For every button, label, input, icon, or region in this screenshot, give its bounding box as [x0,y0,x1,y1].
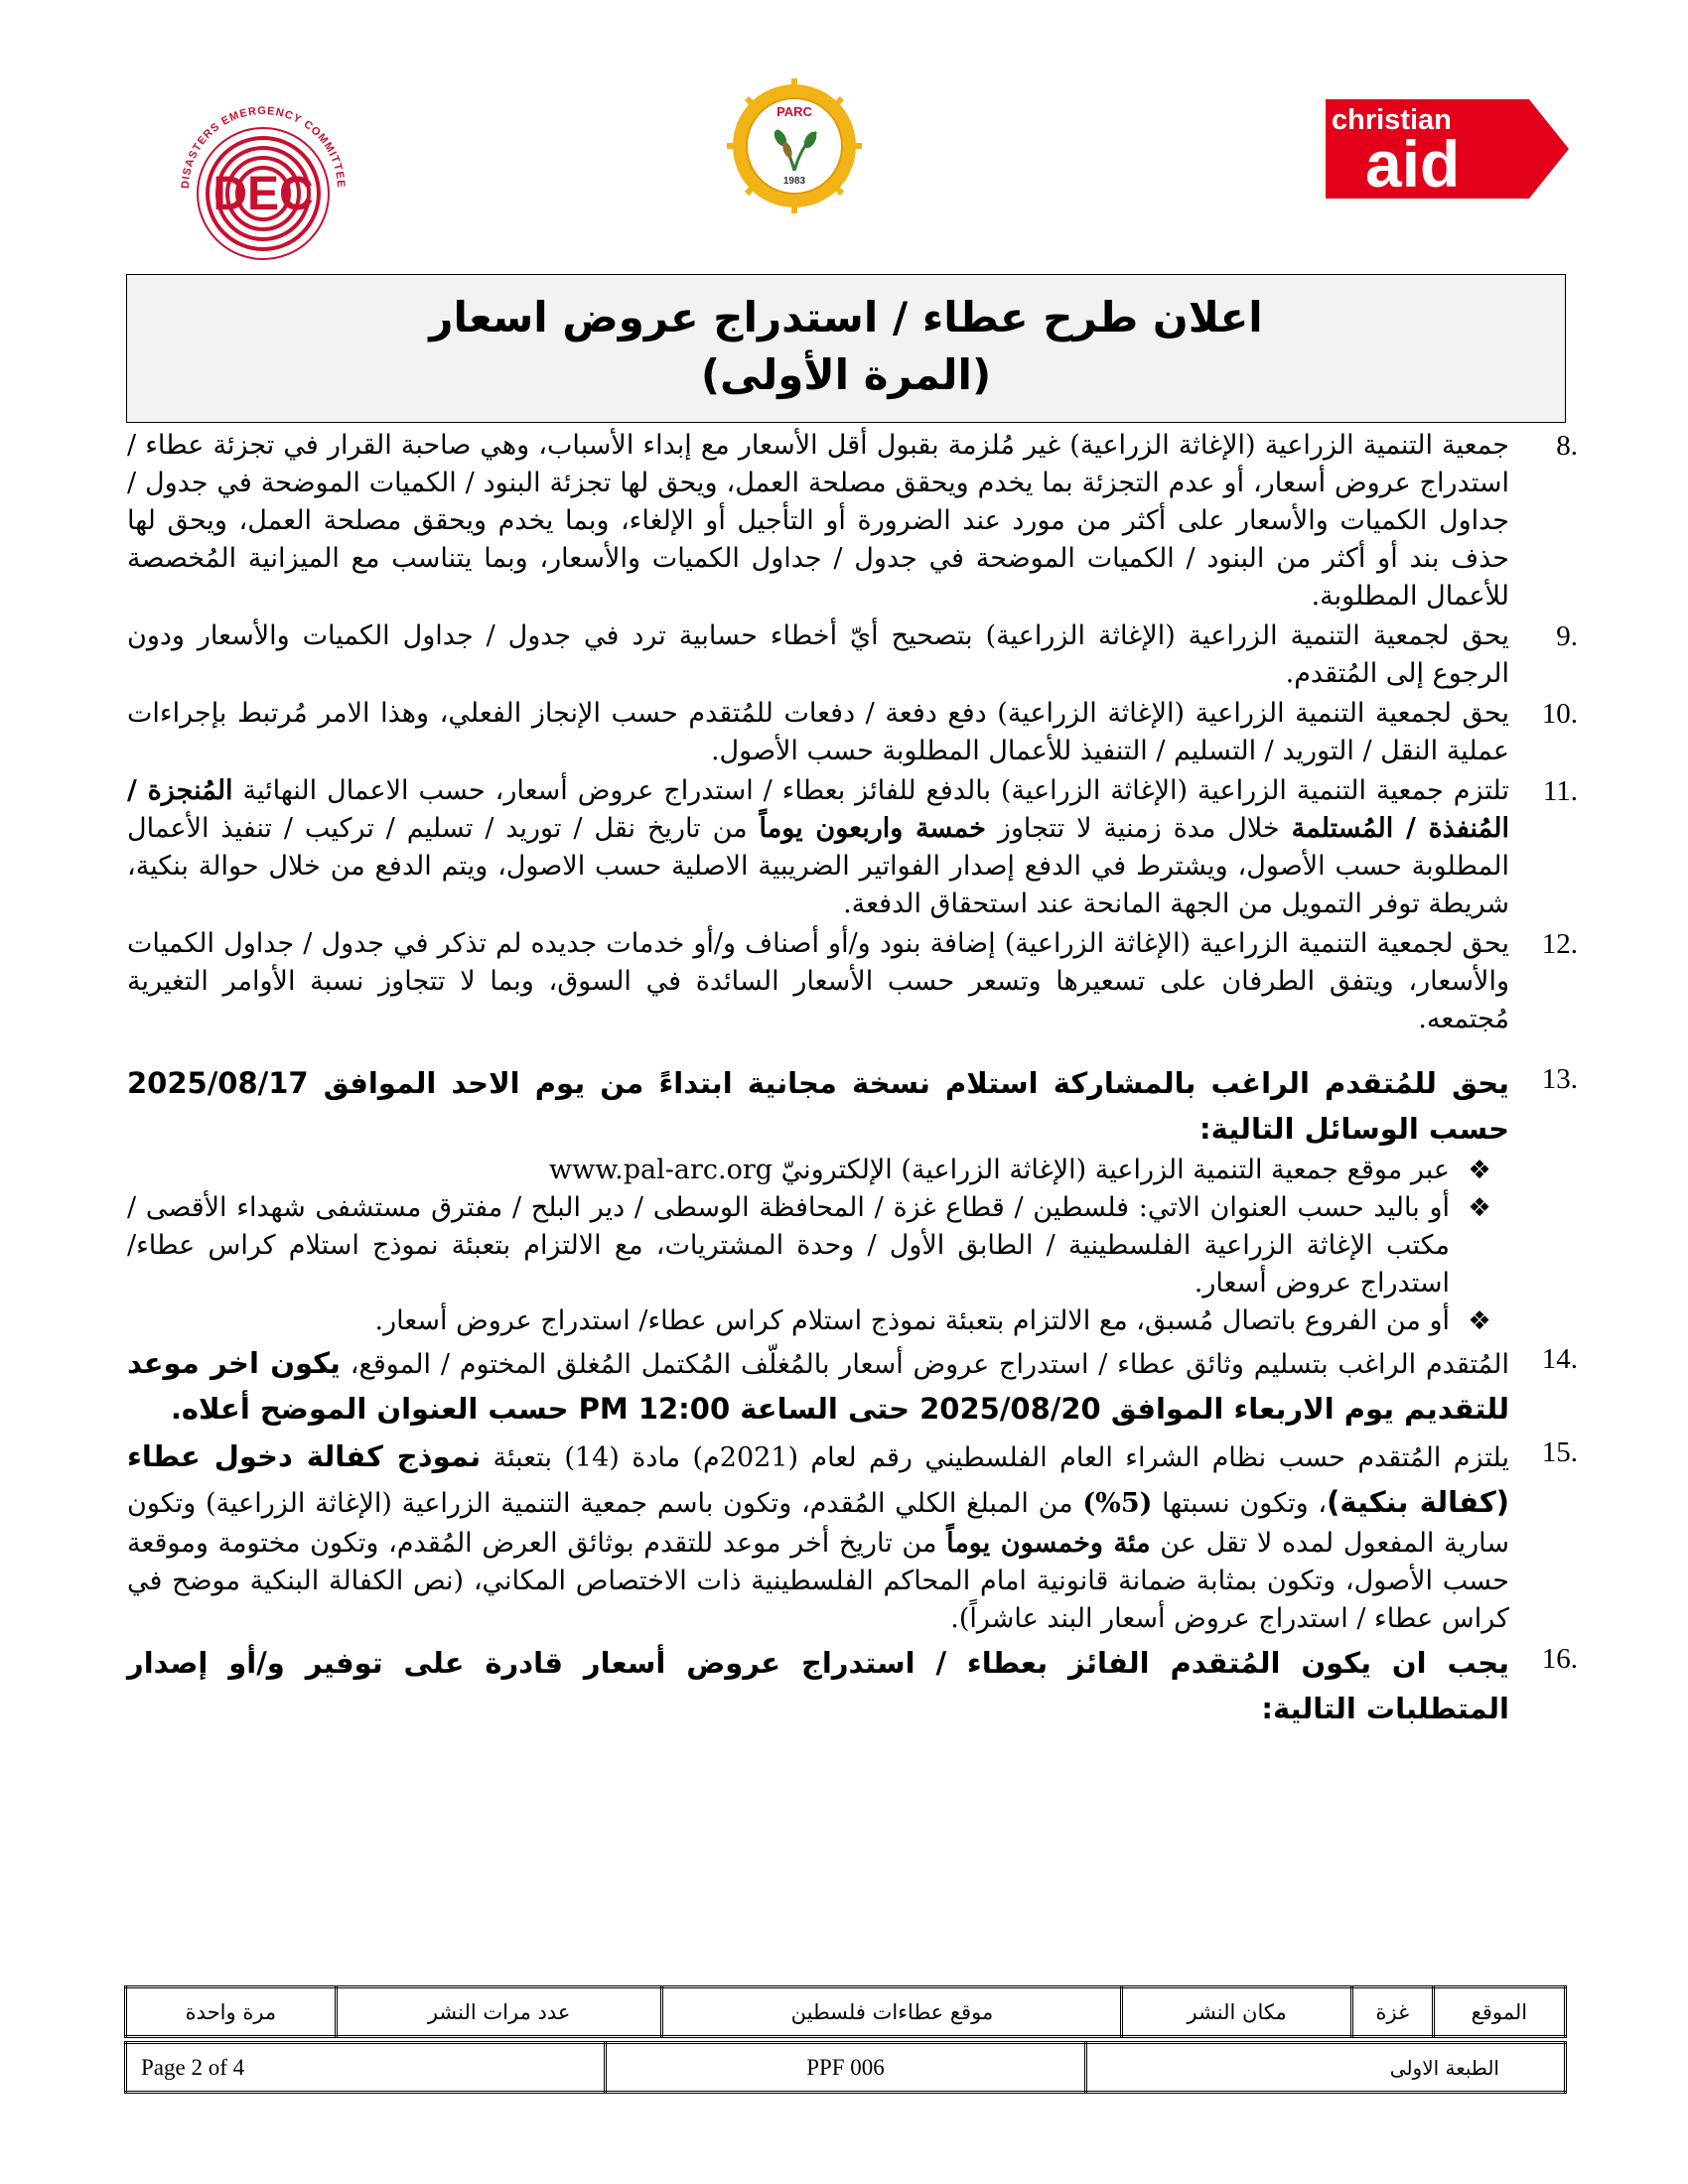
table-cell: عدد مرات النشر [336,1987,662,2037]
header-logos [0,55,1688,253]
term-item-16 [119,1640,1584,1731]
term-number: .10 [1541,698,1578,730]
term-item-14 [119,1340,1584,1432]
term-text: تلتزم جمعية التنمية الزراعية (الإغاثة الزراعية) بالدفع للفائز بعطاء / استدراج عروض أسعار، حسب الاعمال النهائية المُنجزة / المُنفذة / المُستلمة خلال مدة زمنية لا تتجاوز خمسة واربعون يوماً من تاريخ نقل / توريد / تسليم / تركيب / تنفيذ الأعمال المطلوبة حسب الأصول، ويشترط في الدفع إصدار الفواتير الضريبية الاصلية حسب الاصول، ويتم الدفع من خلال حوالة بنكية، شريطة توفر التمويل من الجهة المانحة عند استحقاق الدفعة. [127,775,1509,919]
term-item-13 [119,1060,1584,1152]
list-item [119,1189,1509,1302]
emphasis: مئة وخمسون يوماً [946,1528,1151,1559]
term-text: يحق لجمعية التنمية الزراعية (الإغاثة الزراعية) دفع دفعة / دفعات للمُتقدم حسب الإنجاز الفعلي، وهذا الامر مُرتبط بإجراءات عملية النقل / التوريد / التسليم / التنفيذ للأعمال المطلوبة حسب الأصول. [127,698,1509,766]
emphasis: (5%) [1082,1488,1153,1519]
edition-label: الطبعة الاولى [1085,2043,1565,2093]
bullet-text: أو من الفروع باتصال مُسبق، مع الالتزام بتعبئة نموذج استلام كراس عطاء/ استدراج عروض أسعار. [374,1305,1450,1336]
bullet-text: عبر موقع جمعية التنمية الزراعية (الإغاثة الزراعية) الإلكترونيّ www.pal-arc.org [549,1155,1450,1185]
emphasis: المُنجزة / المُنفذة / المُستلمة [127,775,1509,844]
emphasis: نموذج كفالة دخول عطاء (كفالة بنكية) [127,1439,1509,1519]
term-text: جمعية التنمية الزراعية (الإغاثة الزراعية) غير مُلزمة بقبول أقل الأسعار مع إبداء الأسباب، وهي صاحبة القرار في تجزئة عطاء / استدراج عروض أسعار، أو عدم التجزئة بما يخدم ويحقق مصلحة العمل، ويحق لها تجزئة البنود / الكميات الموضحة في جدول / جداول الكميات والأسعار على أكثر من مورد عند الضرورة أو التأجيل أو الإلغاء، وبما يخدم ويحقق مصلحة العمل، ويحق لها حذف بند أو أكثر من البنود / الكميات الموضحة في جدول / جداول الكميات والأسعار، وبما يتناسب مع الميزانية المُخصصة للأعمال المطلوبة. [127,430,1509,612]
term-item-15 [119,1433,1584,1638]
term-text: يجب ان يكون المُتقدم الفائز بعطاء / استدراج عروض أسعار قادرة على توفير و/أو إصدار المتطلبات التالية: [127,1646,1509,1725]
term-number: .13 [1541,1063,1578,1095]
term-item-12 [119,925,1584,1038]
dec-mark: DEC [212,168,314,220]
table-cell: مرة واحدة [126,1987,337,2037]
document-footer-table [124,2041,1567,2094]
parc-mark: PARC [776,104,812,119]
page-number: Page 2 of 4 [126,2043,606,2093]
table-cell: موقع عطاءات فلسطين [662,1987,1122,2037]
parc-logo [725,76,864,215]
deadline-emphasis: يكون اخر موعد للتقديم يوم الاربعاء الموافق 2025/08/20 حتى الساعة 12:00 PM حسب العنوان الموضح أعلاه. [127,1346,1509,1426]
table-cell: مكان النشر [1122,1987,1351,2037]
term-text: يلتزم المُتقدم حسب نظام الشراء العام الفلسطيني رقم لعام (2021م) مادة (14) بتعبئة نموذج كفالة دخول عطاء (كفالة بنكية)، وتكون نسبتها (5%) من المبلغ الكلي المُقدم، وتكون باسم جمعية التنمية الزراعية (الإغاثة الزراعية) وتكون سارية المفعول لمده لا تقل عن مئة وخمسون يوماً من تاريخ أخر موعد للتقدم بوثائق العرض المُقدم، وتكون مختومة وموقعة حسب الأصول، وتكون بمثابة ضمانة قانونية امام المحاكم الفلسطينية ذات الاختصاص المكاني، (نص الكفالة البنكية موضح في كراس عطاء / استدراج عروض أسعار البند عاشراً). [127,1439,1509,1634]
christian-aid-line1: christian [1332,104,1452,136]
term-number: .15 [1541,1436,1578,1468]
list-item [119,1302,1509,1340]
term-item-8 [119,427,1584,615]
christian-aid-logo [1326,99,1569,199]
receipt-methods-list [119,1152,1509,1340]
table-cell: غزة [1351,1987,1433,2037]
term-number: .16 [1541,1643,1578,1675]
term-text: يحق للمُتقدم الراغب بالمشاركة استلام نسخة مجانية ابتداءً من يوم الاحد الموافق 2025/08/17 حسب الوسائل التالية: [127,1066,1509,1146]
term-number: .11 [1542,775,1578,807]
form-code: PPF 006 [606,2043,1085,2093]
term-item-9 [119,617,1584,693]
christian-aid-line2: aid [1365,127,1461,199]
term-number: .8 [1556,430,1578,462]
term-number: .9 [1556,620,1578,652]
term-text: يحق لجمعية التنمية الزراعية (الإغاثة الزراعية) بتصحيح أيّ أخطاء حسابية ترد في جدول / جداول الكميات والأسعار ودون الرجوع إلى المُتقدم. [127,620,1509,689]
term-text: يحق لجمعية التنمية الزراعية (الإغاثة الزراعية) إضافة بنود و/أو أصناف و/أو خدمات جديده لم تذكر في جدول / جداول الكميات والأسعار، ويتفق الطرفان على تسعيرها وتسعر حسب الأسعار السائدة في السوق، وبما لا تتجاوز نسبة الأوامر التغيرية مُجتمعه. [127,928,1509,1034]
term-item-10 [119,695,1584,770]
diamond-bullet-icon: ❖ [1468,1156,1491,1185]
dec-ring-text: DISASTERS EMERGENCY COMMITTEE [179,104,348,190]
term-item-11 [119,772,1584,923]
announcement-title: اعلان طرح عطاء / استدراج عروض اسعار [429,293,1263,341]
term-number: .12 [1541,928,1578,960]
term-text: المُتقدم الراغب بتسليم وثائق عطاء / استدراج عروض أسعار بالمُغلّف المُكتمل المُغلق المختوم / الموقع، يكون اخر موعد للتقديم يوم الاربعاء الموافق 2025/08/20 حتى الساعة 12:00 PM حسب العنوان الموضح أعلاه. [127,1346,1509,1426]
emphasis: خمسة واربعون يوماً [759,813,986,844]
publication-info-table [124,1985,1567,2038]
bullet-text: أو باليد حسب العنوان الاتي: فلسطين / قطاع غزة / المحافظة الوسطى / دير البلح / مفترق مستشفى شهداء الأقصى / مكتب الإغاثة الزراعية الفلسطينية / الطابق الأول / وحدة المشتريات، مع الالتزام بتعبئة نموذج استلام كراس عطاء/ استدراج عروض أسعار. [127,1192,1450,1298]
diamond-bullet-icon: ❖ [1468,1193,1491,1223]
announcement-title-box [126,274,1566,423]
list-item [119,1152,1509,1189]
dec-logo [169,94,357,283]
terms-list [119,427,1584,1976]
announcement-subtitle: (المرة الأولى) [700,350,992,399]
table-cell: الموقع [1433,1987,1565,2037]
parc-year: 1983 [782,176,806,187]
term-number: .14 [1541,1343,1578,1375]
diamond-bullet-icon: ❖ [1468,1306,1491,1336]
